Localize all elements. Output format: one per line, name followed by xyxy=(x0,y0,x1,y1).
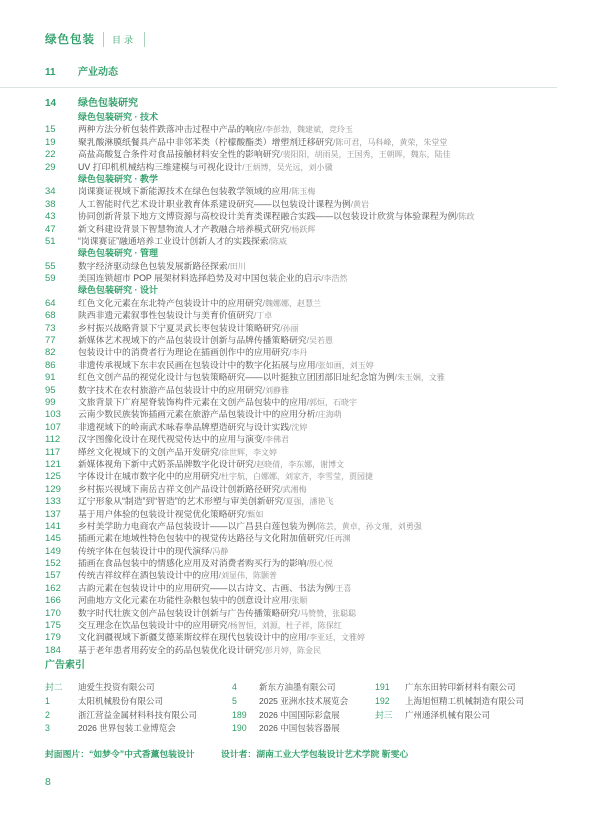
toc-entry xyxy=(45,644,557,656)
toc-entry xyxy=(45,619,557,631)
toc-entry-author-separator: / xyxy=(245,509,248,519)
toc-entry-page: 184 xyxy=(45,644,61,656)
toc-entry xyxy=(45,346,557,358)
toc-entry-title: 红色文化元素在东北特产包装设计中的应用研究 xyxy=(78,297,263,308)
toc-entry-author-separator: / xyxy=(283,497,286,507)
toc-entry-title: 新文科建设背景下智慧物流人才产教融合培养模式研究 xyxy=(78,223,290,234)
ad-entry-name: 2026 中国国际彩盒展 xyxy=(259,709,340,720)
toc-entry-authors: 沈婷 xyxy=(291,422,308,432)
toc-entry-title: 河曲地方文化元素在功能性杂粮包装中的创意设计应用 xyxy=(78,595,290,606)
toc-entry-authors: 武湘梅 xyxy=(282,484,307,494)
toc-entry-author-separator: / xyxy=(333,583,336,593)
toc-entry-title: 插画元素在地域性特色包装中的视觉传达路径与文化附加值研究 xyxy=(78,533,325,544)
magazine-logo: 绿色包装 xyxy=(45,34,95,46)
toc-entry-author-separator: / xyxy=(262,298,265,308)
toc-entry-page: 38 xyxy=(45,198,56,210)
toc-entry-authors: 李彭勃，魏建斌，竞玲玉 xyxy=(264,125,353,135)
toc-entry xyxy=(45,582,557,594)
ad-entry-name: 广州通泽机械有限公司 xyxy=(405,709,491,720)
toc-entry-title: 岗课赛证视域下新能源技术在绿色包装教学领域的应用 xyxy=(78,186,290,197)
header-section-label: 目录 xyxy=(112,34,137,45)
toc-entry xyxy=(45,396,557,408)
toc-entry-title: 两种方法分析包装件跌落冲击过程中产品的响应 xyxy=(78,124,263,135)
toc-entry xyxy=(45,185,557,197)
ad-entry-name: 迪爱生投资有限公司 xyxy=(78,682,155,692)
toc-entry-authors: 杜宇航，白娜娜，刘家齐，李雪莹，贾园捷 xyxy=(221,472,373,482)
ad-entry-name: 上海旭恒精工机械制造有限公司 xyxy=(405,695,525,706)
toc-entry-title: 插画在食品包装中的情感化应用及对消费者购买行为的影响 xyxy=(78,558,307,569)
toc-entry xyxy=(45,557,557,569)
toc-entry-authors: 魏娜娜，赵慧兰 xyxy=(264,298,321,308)
toc-section-page: 11 xyxy=(45,67,56,78)
toc-entry xyxy=(45,607,557,619)
toc-entry-author-separator: / xyxy=(262,435,265,445)
toc-entry-page: 51 xyxy=(45,235,56,247)
toc-entry-author-separator: / xyxy=(315,410,318,420)
toc-entry xyxy=(45,384,557,396)
toc-entry-authors: 郭烜，石晓宇 xyxy=(308,397,357,407)
toc-entry-authors: 朱玉娴，文雅 xyxy=(396,373,445,383)
toc-entry xyxy=(45,532,557,544)
toc-entry xyxy=(45,136,557,148)
toc-entry-authors: 孙丽 xyxy=(282,323,299,333)
toc-entry-page: 82 xyxy=(45,347,56,359)
toc-entry-page: 175 xyxy=(45,620,61,632)
toc-entry xyxy=(45,260,557,272)
toc-entry-page: 91 xyxy=(45,372,56,384)
ad-entry xyxy=(232,722,375,736)
toc-entry-author-separator: / xyxy=(324,534,327,544)
toc-entry-authors: 黄岩 xyxy=(352,199,369,209)
ad-entry-page: 1 xyxy=(45,695,50,706)
toc-entry xyxy=(45,569,557,581)
toc-entry-authors: 李佛君 xyxy=(264,435,289,445)
toc-entry-page: 34 xyxy=(45,186,56,198)
toc-entry-page: 112 xyxy=(45,434,61,446)
toc-entry-title: 数字时代壮族文创产品包装设计创新与广告传播策略研究 xyxy=(78,607,298,618)
toc-entry xyxy=(45,371,557,383)
toc-entry-title: 非遗传承视域下东丰农民画在包装设计中的数字化拓展与应用 xyxy=(78,359,316,370)
toc-entry xyxy=(45,334,557,346)
ad-entry-page: 封二 xyxy=(45,682,63,692)
toc-entry-author-separator: / xyxy=(321,274,324,284)
toc-entry-page: 157 xyxy=(45,570,61,582)
toc-entry xyxy=(45,631,557,643)
toc-groups xyxy=(45,111,557,656)
ad-entry-page: 191 xyxy=(375,682,390,692)
toc-entry-title: 高盐高酸复合条件对食品接触材料安全性的影响研究 xyxy=(78,149,281,160)
toc-entry-page: 129 xyxy=(45,483,61,495)
toc-entry-page: 166 xyxy=(45,595,61,607)
toc-entry-title: 人工智能时代艺术设计职业教育体系建设研究——以包装设计课程为例 xyxy=(78,198,351,209)
toc-entry-page: 64 xyxy=(45,297,56,309)
ad-entry-page: 封三 xyxy=(375,709,393,720)
toc-entry-author-separator: / xyxy=(315,360,318,370)
toc-entry-authors: 马赞赞，张聪聪 xyxy=(300,608,357,618)
toc-entry-authors: 任再渊 xyxy=(326,534,351,544)
toc-entry-author-separator: / xyxy=(218,472,221,482)
toc-entry-title: 汉字图像化设计在现代视觉传达中的应用与演变 xyxy=(78,434,263,445)
ad-entry-page: 190 xyxy=(232,723,247,734)
toc-entry xyxy=(45,458,557,470)
toc-entry-page: 141 xyxy=(45,520,61,532)
toc-entry-title: 缂丝文化视域下的文创产品开发研究 xyxy=(78,446,219,457)
toc-entry-title: 基于老年患者用药安全的药品包装优化设计研究 xyxy=(78,644,263,655)
toc-entry xyxy=(45,297,557,309)
toc-entry-page: 43 xyxy=(45,211,56,223)
toc-entry-title: 红色文创产品的视觉化设计与包装策略研究——以叶挺独立团团部旧址纪念馆为例 xyxy=(78,372,395,383)
ad-entry xyxy=(232,681,375,695)
toc-entry xyxy=(45,545,557,557)
header-divider xyxy=(103,32,104,47)
toc-entry-title: 新媒体视角下新中式奶茶品牌数字化设计研究 xyxy=(78,458,254,469)
toc-entry xyxy=(45,433,557,445)
toc-entry xyxy=(45,123,557,135)
toc-entry-author-separator: / xyxy=(262,645,265,655)
toc-entry-author-separator: / xyxy=(209,546,213,556)
toc-entry-authors: 吴若愚 xyxy=(308,336,333,346)
toc-entry-page: 107 xyxy=(45,421,61,433)
toc-entry-page: 99 xyxy=(45,396,56,408)
toc-entry-page: 170 xyxy=(45,607,61,619)
ad-index-title: 广告索引 xyxy=(45,660,85,671)
toc-entry-page: 145 xyxy=(45,533,61,545)
toc-entry xyxy=(45,470,557,482)
ad-entry-page: 2 xyxy=(45,709,50,720)
table-of-contents xyxy=(45,65,557,656)
toc-entry-author-separator: / xyxy=(333,137,336,147)
ad-entry-name: 浙江营益金属材料科技有限公司 xyxy=(78,709,198,720)
ad-index xyxy=(45,656,557,736)
toc-entry-title: 协同创新背景下地方文博资源与高校设计美育类课程融合实践——以包装设计欣赏与体验课程为例 xyxy=(78,211,457,222)
toc-entry xyxy=(45,421,557,433)
toc-entry-page: 137 xyxy=(45,508,61,520)
toc-entry-author-separator: / xyxy=(289,187,292,197)
toc-entry-title: 云南少数民族装饰插画元素在旅游产品包装设计中的应用分析 xyxy=(78,409,316,420)
ad-entry xyxy=(232,695,375,709)
toc-entry-page: 59 xyxy=(45,273,56,285)
toc-entry-authors: 庄海萌 xyxy=(317,410,342,420)
toc-entry-author-separator: / xyxy=(306,633,309,643)
toc-entry-title: 非遗视域下的岭南武术咏春拳品牌塑造研究与设计实践 xyxy=(78,421,290,432)
ads-column xyxy=(232,681,375,736)
toc-entry-authors: 田川 xyxy=(229,261,246,271)
toc-entry-title: UV 打印机机械结构三维建模与可视化设计 xyxy=(78,161,243,172)
toc-entry-author-separator: / xyxy=(306,397,309,407)
toc-entry xyxy=(45,235,557,247)
toc-entry-author-separator: / xyxy=(289,224,292,234)
toc-entry xyxy=(45,223,557,235)
toc-entry-page: 152 xyxy=(45,558,61,570)
toc-entry xyxy=(45,594,557,606)
toc-entry-page: 77 xyxy=(45,335,56,347)
toc-entry-authors: 彭月婷，陈金民 xyxy=(264,645,321,655)
toc-entry-title: 乡村振兴战略背景下宁夏灵武长枣包装设计策略研究 xyxy=(78,322,281,333)
ad-entry-name: 太阳机械股份有限公司 xyxy=(78,695,164,706)
toc-entry-title: 数字技术在农村旅游产品包装设计中的应用研究 xyxy=(78,384,263,395)
toc-entry-title: “岗课赛证”融通培养工业设计创新人才的实践探索 xyxy=(78,235,269,246)
toc-entry-author-separator: / xyxy=(218,447,221,457)
toc-entry-authors: 陈玉梅 xyxy=(291,187,316,197)
toc-entry-title: 新媒体艺术视域下的产品包装设计创新与品牌传播策略研究 xyxy=(78,335,307,346)
ad-entry xyxy=(232,709,375,723)
toc-section xyxy=(45,96,557,111)
toc-entry-page: 121 xyxy=(45,458,61,470)
toc-entry-authors: 张如画，刘玉婷 xyxy=(317,360,374,370)
ad-entry-name: 2025 亚洲水技术展览会 xyxy=(259,695,349,706)
toc-entry-authors: 王喜 xyxy=(335,583,352,593)
toc-entry xyxy=(45,495,557,507)
toc-entry-author-separator: / xyxy=(280,323,283,333)
toc-entry-page: 29 xyxy=(45,161,56,173)
toc-entry-title: 传统吉祥纹样在酒包装设计中的应用 xyxy=(78,570,219,581)
toc-entry-page: 133 xyxy=(45,496,61,508)
toc-entry xyxy=(45,161,557,173)
toc-entry xyxy=(45,483,557,495)
toc-entry-author-separator: / xyxy=(262,385,265,395)
toc-entry-authors: 杨跃辉 xyxy=(291,224,316,234)
toc-entry-authors: 刘静雅 xyxy=(264,385,289,395)
ad-entry-page: 189 xyxy=(232,709,247,720)
toc-entry-title: 陕西非遗元素叙事性包装设计与美育价值研究 xyxy=(78,310,254,321)
toc-entry-authors: 甄如 xyxy=(247,509,264,519)
toc-entry-authors: 杨智恒，刘源，杜子祥，陈保红 xyxy=(229,621,342,631)
toc-entry-author-separator: / xyxy=(218,571,221,581)
toc-entry-authors: 李丹 xyxy=(291,348,308,358)
toc-section-page: 14 xyxy=(45,98,57,109)
ad-entry-name: 新东方油墨有限公司 xyxy=(259,682,336,692)
toc-entry-author-separator: / xyxy=(262,125,265,135)
ad-entry xyxy=(375,695,557,709)
toc-entry-author-separator: / xyxy=(242,162,245,172)
ad-entry-page: 3 xyxy=(45,723,50,734)
toc-entry-author-separator: / xyxy=(350,199,353,209)
toc-entry-title: 古韵元素在包装设计中的应用研究——以古诗文、古画、书法为例 xyxy=(78,582,334,593)
toc-entry-author-separator: / xyxy=(253,459,257,469)
toc-entry xyxy=(45,408,557,420)
toc-entry-authors: 殷心悦 xyxy=(308,559,333,569)
toc-entry xyxy=(45,210,557,222)
toc-entry-authors: 李浩然 xyxy=(323,274,348,284)
toc-entry-title: 交互理念在饮品包装设计中的应用研究 xyxy=(78,620,228,631)
toc-entry-authors: 徐世辉，李文婷 xyxy=(221,447,277,457)
ad-entry-name: 广东东田转印新材料有限公司 xyxy=(405,682,516,692)
toc-entry-page: 73 xyxy=(45,322,56,334)
ad-entry xyxy=(45,695,232,709)
toc-entry xyxy=(45,198,557,210)
toc-entry-authors: 冯静 xyxy=(212,546,229,556)
ads-columns xyxy=(45,681,557,736)
toc-entry-author-separator: / xyxy=(289,348,292,358)
toc-entry-title: 基于用户体验的包装设计视觉优化策略研究 xyxy=(78,508,246,519)
toc-entry xyxy=(45,520,557,532)
toc-entry-page: 95 xyxy=(45,384,56,396)
toc-entry-authors: 赵晓倩，李东娜，谢博文 xyxy=(256,459,345,469)
toc-entry-author-separator: / xyxy=(280,150,283,160)
toc-section-title: 产业动态 xyxy=(78,67,118,78)
toc-entry-page: 86 xyxy=(45,359,56,371)
toc-entry-page: 47 xyxy=(45,223,56,235)
toc-entry xyxy=(45,508,557,520)
header-divider xyxy=(144,32,145,47)
toc-entry-page: 103 xyxy=(45,409,61,421)
toc-entry-author-separator: / xyxy=(456,212,459,222)
ad-entry-name: 2026 世界包装工业博览会 xyxy=(78,723,176,734)
toc-entry xyxy=(45,359,557,371)
toc-entry-page: 68 xyxy=(45,310,56,322)
toc-entry-authors: 陈芸，黄卓，孙文瑾，刘勇强 xyxy=(317,521,422,531)
toc-entry-author-separator: / xyxy=(306,559,309,569)
ad-entry xyxy=(375,709,557,723)
ad-entry-page: 192 xyxy=(375,695,390,706)
cover-designer-caption: 设计者：湖南工业大学包装设计艺术学院 靳雯心 xyxy=(221,749,409,759)
toc-entry-page: 117 xyxy=(45,446,61,458)
toc-entry-author-separator: / xyxy=(280,484,283,494)
toc-entry-page: 149 xyxy=(45,545,61,557)
toc-entry-author-separator: / xyxy=(289,596,292,606)
section-divider-rule xyxy=(0,87,557,88)
page-header xyxy=(45,30,145,48)
folio-page-number: 8 xyxy=(45,776,51,788)
toc-group-heading: 绿色包装研究 · 设计 xyxy=(78,285,158,296)
toc-entry xyxy=(45,148,557,160)
toc-entry-title: 乡村美学助力电商农产品包装设计——以广昌县白莲包装为例 xyxy=(78,520,316,531)
toc-entry xyxy=(45,322,557,334)
toc-entry-authors: 陈可君，马科峰，黄荣，朱堂堂 xyxy=(335,137,448,147)
toc-section xyxy=(45,65,557,80)
toc-entry-page: 162 xyxy=(45,582,61,594)
toc-entry-title: 传统字体在包装设计中的现代演绎 xyxy=(78,545,210,556)
toc-entry-author-separator: / xyxy=(227,261,230,271)
toc-entry-authors: 夏强，潘艳飞 xyxy=(285,497,334,507)
toc-entry xyxy=(45,272,557,284)
toc-entry-author-separator: / xyxy=(253,311,257,321)
toc-entry-title: 字体设计在城市数字化中的应用研究 xyxy=(78,471,219,482)
toc-entry-authors: 张顺 xyxy=(291,596,308,606)
toc-group-heading: 绿色包装研究 · 教学 xyxy=(78,173,158,184)
toc-entry-title: 数字经济驱动绿色包装发展新路径探索 xyxy=(78,260,228,271)
toc-entry xyxy=(45,309,557,321)
toc-entry-title: 乡村振兴视域下南岳吉祥文创产品设计创新路径研究 xyxy=(78,483,281,494)
toc-entry-authors: 刘显伟，陈颢普 xyxy=(221,571,277,581)
toc-group-heading: 绿色包装研究 · 管理 xyxy=(78,248,158,259)
ad-entry xyxy=(45,722,232,736)
toc-entry-title: 包装设计中的消费者行为理论在插画创作中的应用研究 xyxy=(78,347,290,358)
ads-column xyxy=(45,681,232,736)
toc-entry-page: 55 xyxy=(45,260,56,272)
toc-entry-author-separator: / xyxy=(315,521,318,531)
ad-entry-page: 4 xyxy=(232,682,237,692)
toc-entry-authors: 王炳博，吴光远，刘小骥 xyxy=(244,162,333,172)
toc-entry-authors: 裴阳阳，胡雨昊，王国秀，王朝晖，魏东，陆佳 xyxy=(282,150,451,160)
cover-image-caption: 封面图片：“如梦令”中式香薰包装设计 xyxy=(45,749,195,759)
toc-entry-page: 15 xyxy=(45,124,56,136)
toc-entry-authors: 陈政 xyxy=(458,212,475,222)
toc-entry-author-separator: / xyxy=(289,422,292,432)
ads-column xyxy=(375,681,557,736)
toc-entry-page: 179 xyxy=(45,632,61,644)
toc-entry-author-separator: / xyxy=(394,373,397,383)
toc-entry-authors: 丁卓 xyxy=(256,311,273,321)
toc-entry-author-separator: / xyxy=(268,236,271,246)
toc-entry-title: 美国连锁超市 POP 展架材料选择趋势及对中国包装企业的启示 xyxy=(78,273,322,284)
toc-entry-authors: 李亚廷，文雅婷 xyxy=(308,633,365,643)
toc-section-title: 绿色包装研究 xyxy=(78,98,138,109)
ad-entry-page: 5 xyxy=(232,695,237,706)
ad-entry xyxy=(45,709,232,723)
toc-entry-authors: 陈威 xyxy=(270,236,287,246)
toc-entry-author-separator: / xyxy=(227,621,230,631)
toc-entry-page: 19 xyxy=(45,136,56,148)
toc-entry-author-separator: / xyxy=(297,608,301,618)
ad-entry xyxy=(375,681,557,695)
toc-entry-title: 辽宁形象从“制造”到“智造”的艺术形塑与审美创新研究 xyxy=(78,496,284,507)
toc-entry xyxy=(45,446,557,458)
toc-entry-title: 文旅背景下广府屋脊装饰构件元素在文创产品包装中的应用 xyxy=(78,396,307,407)
ad-entry-name: 2026 中国包装容器展 xyxy=(259,723,340,734)
cover-credit xyxy=(45,744,408,762)
toc-entry-author-separator: / xyxy=(306,336,309,346)
toc-entry-page: 125 xyxy=(45,471,61,483)
toc-entry-title: 聚乳酸淋膜纸餐具产品中非邻苯类（柠檬酸酯类）增塑剂迁移研究 xyxy=(78,136,334,147)
ad-entry xyxy=(45,681,232,695)
toc-entry-title: 文化润疆视域下新疆艾德莱斯纹样在现代包装设计中的应用 xyxy=(78,632,307,643)
toc-group-heading: 绿色包装研究 · 技术 xyxy=(78,112,158,122)
toc-entry-page: 22 xyxy=(45,149,56,161)
